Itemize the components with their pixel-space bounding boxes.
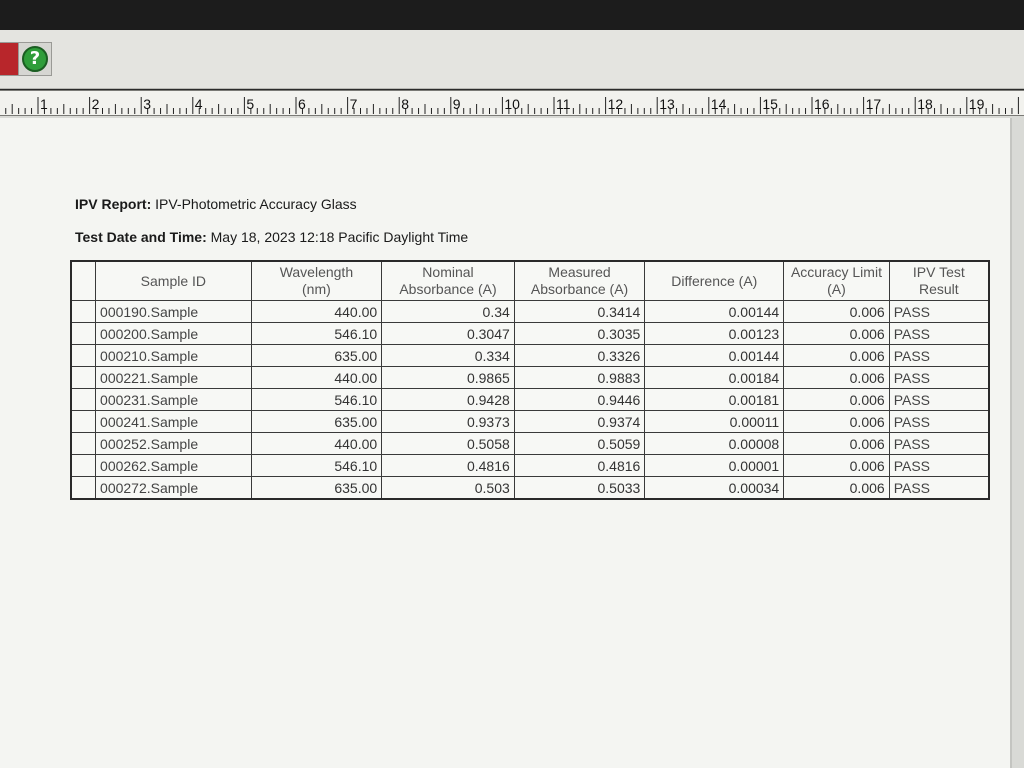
header-accuracy-limit bbox=[784, 261, 889, 301]
cell-result: PASS bbox=[889, 345, 989, 367]
cell-nominal: 0.3047 bbox=[382, 323, 515, 345]
ruler-label: 5 bbox=[246, 96, 255, 112]
cell-nominal: 0.9428 bbox=[382, 389, 515, 411]
cell-accuracy-limit: 0.006 bbox=[784, 433, 889, 455]
row-selector bbox=[71, 477, 96, 500]
test-date-label: Test Date and Time: bbox=[75, 229, 207, 245]
cell-accuracy-limit: 0.006 bbox=[784, 323, 889, 345]
cell-sample-id: 000252.Sample bbox=[96, 433, 252, 455]
row-selector bbox=[71, 433, 96, 455]
row-header-corner bbox=[71, 261, 96, 301]
test-date-value: May 18, 2023 12:18 Pacific Daylight Time bbox=[210, 229, 469, 245]
cell-nominal: 0.4816 bbox=[382, 455, 515, 477]
help-icon: ? bbox=[22, 46, 48, 72]
cell-result: PASS bbox=[889, 433, 989, 455]
cell-wavelength: 635.00 bbox=[251, 345, 382, 367]
table-header-row bbox=[71, 261, 989, 301]
cell-accuracy-limit: 0.006 bbox=[784, 345, 889, 367]
table-row bbox=[71, 433, 989, 455]
cell-sample-id: 000231.Sample bbox=[96, 389, 252, 411]
report-title-label: IPV Report: bbox=[75, 196, 152, 212]
cell-measured: 0.9883 bbox=[514, 367, 645, 389]
table-row bbox=[71, 323, 989, 345]
cell-measured: 0.5059 bbox=[514, 433, 645, 455]
cell-accuracy-limit: 0.006 bbox=[784, 455, 889, 477]
cell-nominal: 0.9865 bbox=[382, 367, 515, 389]
ruler-ticks bbox=[0, 91, 1024, 115]
row-selector bbox=[71, 411, 96, 433]
cell-difference: 0.00034 bbox=[645, 477, 784, 500]
cell-nominal: 0.503 bbox=[382, 477, 515, 500]
ruler-label: 3 bbox=[143, 96, 151, 112]
cell-wavelength: 546.10 bbox=[251, 455, 382, 477]
cell-result: PASS bbox=[889, 455, 989, 477]
test-date-line bbox=[75, 229, 468, 245]
row-selector bbox=[71, 345, 96, 367]
cell-accuracy-limit: 0.006 bbox=[784, 301, 889, 323]
table-row bbox=[71, 411, 989, 433]
ruler-label: 17 bbox=[865, 96, 882, 112]
ruler-label: 18 bbox=[917, 96, 933, 112]
header-wavelength-line1: Wavelength bbox=[279, 264, 354, 280]
results-table bbox=[70, 260, 990, 500]
cell-wavelength: 546.10 bbox=[251, 323, 382, 345]
ruler-label: 7 bbox=[349, 96, 358, 112]
cell-wavelength: 635.00 bbox=[251, 411, 382, 433]
cell-difference: 0.00008 bbox=[645, 433, 784, 455]
ruler-label: 4 bbox=[194, 96, 203, 112]
header-sample-id bbox=[96, 261, 252, 301]
cell-sample-id: 000241.Sample bbox=[96, 411, 252, 433]
cell-measured: 0.5033 bbox=[514, 477, 645, 500]
header-measured-line1: Measured bbox=[548, 264, 611, 280]
row-selector bbox=[71, 323, 96, 345]
cell-accuracy-limit: 0.006 bbox=[784, 367, 889, 389]
cell-measured: 0.3326 bbox=[514, 345, 645, 367]
cell-result: PASS bbox=[889, 301, 989, 323]
cell-result: PASS bbox=[889, 389, 989, 411]
cell-difference: 0.00011 bbox=[645, 411, 784, 433]
cell-measured: 0.9446 bbox=[514, 389, 645, 411]
cell-difference: 0.00181 bbox=[645, 389, 784, 411]
header-wavelength bbox=[251, 261, 382, 301]
help-button[interactable] bbox=[18, 42, 52, 76]
cell-wavelength: 635.00 bbox=[251, 477, 382, 500]
table-row bbox=[71, 389, 989, 411]
ruler-label: 11 bbox=[556, 96, 571, 112]
table-row bbox=[71, 367, 989, 389]
row-selector bbox=[71, 389, 96, 411]
cell-nominal: 0.5058 bbox=[382, 433, 515, 455]
cell-wavelength: 546.10 bbox=[251, 389, 382, 411]
cell-wavelength: 440.00 bbox=[251, 301, 382, 323]
cell-accuracy-limit: 0.006 bbox=[784, 477, 889, 500]
cell-result: PASS bbox=[889, 477, 989, 500]
header-difference bbox=[645, 261, 784, 301]
cell-measured: 0.4816 bbox=[514, 455, 645, 477]
stop-button[interactable] bbox=[0, 42, 20, 76]
cell-measured: 0.3035 bbox=[514, 323, 645, 345]
table-row bbox=[71, 301, 989, 323]
ruler-label: 14 bbox=[710, 96, 727, 112]
cell-nominal: 0.9373 bbox=[382, 411, 515, 433]
row-selector bbox=[71, 455, 96, 477]
header-result-line1: IPV Test bbox=[912, 264, 965, 280]
header-result bbox=[889, 261, 989, 301]
report-title-value: IPV-Photometric Accuracy Glass bbox=[155, 196, 357, 212]
ruler-label: 19 bbox=[968, 96, 985, 112]
table-row bbox=[71, 345, 989, 367]
cell-sample-id: 000210.Sample bbox=[96, 345, 252, 367]
header-nominal bbox=[382, 261, 515, 301]
row-selector bbox=[71, 367, 96, 389]
header-wavelength-line2: (nm) bbox=[302, 281, 331, 297]
header-nominal-line2: Absorbance (A) bbox=[399, 281, 497, 297]
cell-difference: 0.00001 bbox=[645, 455, 784, 477]
ruler-label: 15 bbox=[762, 96, 778, 112]
cell-result: PASS bbox=[889, 411, 989, 433]
row-selector bbox=[71, 301, 96, 323]
ruler-label: 6 bbox=[298, 96, 306, 112]
cell-sample-id: 000221.Sample bbox=[96, 367, 252, 389]
report-title-line bbox=[75, 196, 357, 212]
header-nominal-line1: Nominal bbox=[422, 264, 474, 280]
cell-accuracy-limit: 0.006 bbox=[784, 389, 889, 411]
cell-sample-id: 000262.Sample bbox=[96, 455, 252, 477]
ruler-label: 1 bbox=[40, 96, 48, 112]
ruler-label: 2 bbox=[91, 96, 100, 112]
header-measured bbox=[514, 261, 645, 301]
cell-wavelength: 440.00 bbox=[251, 433, 382, 455]
cell-difference: 0.00144 bbox=[645, 301, 784, 323]
cell-measured: 0.9374 bbox=[514, 411, 645, 433]
cell-measured: 0.3414 bbox=[514, 301, 645, 323]
ruler-label: 9 bbox=[452, 96, 461, 112]
ruler-label: 8 bbox=[401, 96, 409, 112]
cell-accuracy-limit: 0.006 bbox=[784, 411, 889, 433]
cell-difference: 0.00123 bbox=[645, 323, 784, 345]
cell-wavelength: 440.00 bbox=[251, 367, 382, 389]
header-sample-id-text: Sample ID bbox=[140, 272, 207, 289]
cell-sample-id: 000200.Sample bbox=[96, 323, 252, 345]
cell-sample-id: 000190.Sample bbox=[96, 301, 252, 323]
horizontal-ruler bbox=[0, 90, 1024, 116]
monitor-bezel bbox=[0, 0, 1024, 30]
ruler-label: 10 bbox=[504, 96, 520, 112]
cell-nominal: 0.34 bbox=[382, 301, 515, 323]
cell-sample-id: 000272.Sample bbox=[96, 477, 252, 500]
cell-difference: 0.00144 bbox=[645, 345, 784, 367]
header-result-line2: Result bbox=[919, 281, 959, 297]
cell-result: PASS bbox=[889, 323, 989, 345]
header-difference-text: Difference (A) bbox=[671, 272, 758, 289]
cell-difference: 0.00184 bbox=[645, 367, 784, 389]
ruler-label: 16 bbox=[814, 96, 830, 112]
ruler-label: 12 bbox=[607, 96, 624, 112]
header-accuracy-line1: Accuracy Limit bbox=[790, 264, 882, 280]
header-accuracy-line2: (A) bbox=[827, 281, 846, 297]
table-row bbox=[71, 477, 989, 500]
toolbar bbox=[0, 30, 1024, 89]
table-row bbox=[71, 455, 989, 477]
header-measured-line2: Absorbance (A) bbox=[530, 281, 629, 297]
cell-nominal: 0.334 bbox=[382, 345, 515, 367]
ruler-label: 13 bbox=[659, 96, 675, 112]
cell-result: PASS bbox=[889, 367, 989, 389]
